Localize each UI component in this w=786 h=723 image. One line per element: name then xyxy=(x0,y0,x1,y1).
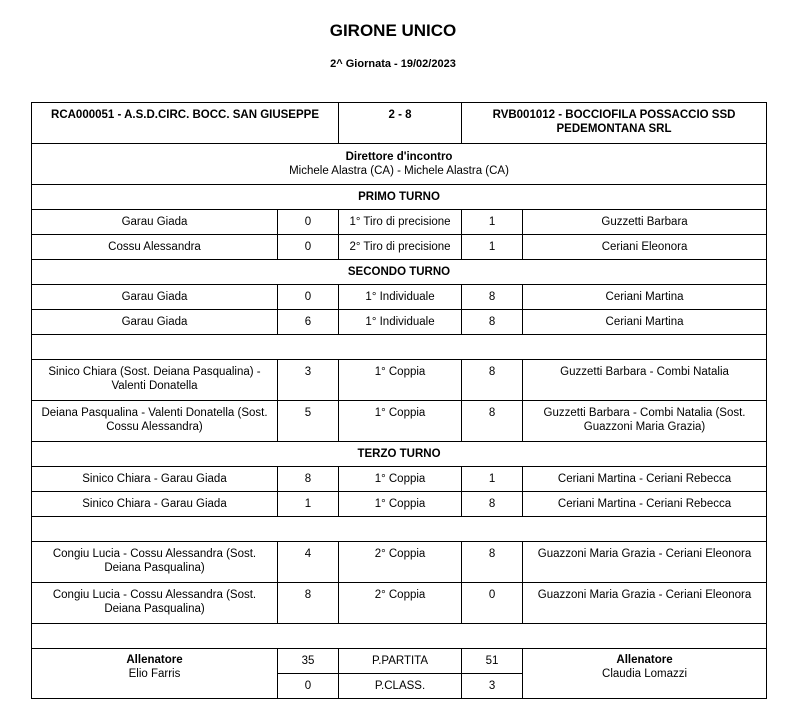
game-type: 1° Tiro di precisione xyxy=(339,210,462,235)
table-row xyxy=(32,583,767,624)
home-player: Garau Giada xyxy=(32,210,278,235)
table-row xyxy=(32,235,767,260)
away-score: 1 xyxy=(462,235,523,260)
table-row xyxy=(32,310,767,335)
section-title-terzo: TERZO TURNO xyxy=(32,442,767,467)
away-score: 1 xyxy=(462,210,523,235)
game-type: 1° Coppia xyxy=(339,401,462,442)
away-player: Guzzetti Barbara xyxy=(523,210,767,235)
table-row xyxy=(32,467,767,492)
empty-cell xyxy=(32,335,767,360)
away-team-name: RVB001012 - BOCCIOFILA POSSACCIO SSD PEDEMONTANA SRL xyxy=(462,103,767,144)
home-player: Congiu Lucia - Cossu Alessandra (Sost. Deiana Pasqualina) xyxy=(32,542,278,583)
table-row xyxy=(32,360,767,401)
match-report-table xyxy=(31,102,767,699)
home-score: 6 xyxy=(278,310,339,335)
home-player: Garau Giada xyxy=(32,285,278,310)
home-coach-label: Allenatore xyxy=(126,654,183,666)
table-row xyxy=(32,542,767,583)
section-row xyxy=(32,185,767,210)
footer-row-partita xyxy=(32,649,767,674)
home-score: 0 xyxy=(278,285,339,310)
home-score: 5 xyxy=(278,401,339,442)
match-points-label: P.PARTITA xyxy=(339,649,462,674)
director-row xyxy=(32,144,767,185)
home-player: Garau Giada xyxy=(32,310,278,335)
game-type: 1° Individuale xyxy=(339,310,462,335)
empty-cell xyxy=(32,624,767,649)
home-player: Cossu Alessandra xyxy=(32,235,278,260)
home-class-points: 0 xyxy=(278,674,339,699)
away-score: 0 xyxy=(462,583,523,624)
director-label: Direttore d'incontro xyxy=(345,151,453,163)
away-score: 8 xyxy=(462,492,523,517)
game-type: 1° Individuale xyxy=(339,285,462,310)
home-player: Deiana Pasqualina - Valenti Donatella (Sost. Cossu Alessandra) xyxy=(32,401,278,442)
away-score: 8 xyxy=(462,542,523,583)
away-match-points: 51 xyxy=(462,649,523,674)
home-score: 3 xyxy=(278,360,339,401)
spacer-row xyxy=(32,517,767,542)
empty-cell xyxy=(32,517,767,542)
home-score: 8 xyxy=(278,583,339,624)
away-player: Ceriani Eleonora xyxy=(523,235,767,260)
table-row xyxy=(32,401,767,442)
home-score: 4 xyxy=(278,542,339,583)
home-coach-cell xyxy=(32,649,278,699)
away-player: Guazzoni Maria Grazia - Ceriani Eleonora xyxy=(523,583,767,624)
home-score: 1 xyxy=(278,492,339,517)
home-player: Sinico Chiara - Garau Giada xyxy=(32,492,278,517)
away-player: Guzzetti Barbara - Combi Natalia xyxy=(523,360,767,401)
director-cell xyxy=(32,144,767,185)
home-score: 8 xyxy=(278,467,339,492)
away-player: Guzzetti Barbara - Combi Natalia (Sost. Guazzoni Maria Grazia) xyxy=(523,401,767,442)
home-coach-name: Elio Farris xyxy=(128,668,181,680)
away-coach-cell xyxy=(523,649,767,699)
teams-header-row xyxy=(32,103,767,144)
class-points-label: P.CLASS. xyxy=(339,674,462,699)
section-row xyxy=(32,442,767,467)
home-score: 0 xyxy=(278,235,339,260)
home-player: Congiu Lucia - Cossu Alessandra (Sost. Deiana Pasqualina) xyxy=(32,583,278,624)
away-class-points: 3 xyxy=(462,674,523,699)
director-names: Michele Alastra (CA) - Michele Alastra (CA) xyxy=(289,165,509,177)
away-score: 8 xyxy=(462,401,523,442)
home-team-name: RCA000051 - A.S.D.CIRC. BOCC. SAN GIUSEPPE xyxy=(32,103,339,144)
away-player: Ceriani Martina - Ceriani Rebecca xyxy=(523,492,767,517)
match-score: 2 - 8 xyxy=(339,103,462,144)
game-type: 1° Coppia xyxy=(339,360,462,401)
away-coach-label: Allenatore xyxy=(616,654,673,666)
away-player: Ceriani Martina xyxy=(523,310,767,335)
away-score: 8 xyxy=(462,285,523,310)
section-title-secondo: SECONDO TURNO xyxy=(32,260,767,285)
away-player: Ceriani Martina xyxy=(523,285,767,310)
away-score: 8 xyxy=(462,360,523,401)
game-type: 1° Coppia xyxy=(339,492,462,517)
game-type: 1° Coppia xyxy=(339,467,462,492)
spacer-row xyxy=(32,335,767,360)
match-day-subtitle: 2^ Giornata - 19/02/2023 xyxy=(330,58,456,70)
spacer-row xyxy=(32,624,767,649)
table-row xyxy=(32,492,767,517)
home-player: Sinico Chiara - Garau Giada xyxy=(32,467,278,492)
home-player: Sinico Chiara (Sost. Deiana Pasqualina) - Valenti Donatella xyxy=(32,360,278,401)
away-coach-name: Claudia Lomazzi xyxy=(602,668,688,680)
home-match-points: 35 xyxy=(278,649,339,674)
away-player: Ceriani Martina - Ceriani Rebecca xyxy=(523,467,767,492)
table-row xyxy=(32,210,767,235)
away-score: 8 xyxy=(462,310,523,335)
game-type: 2° Tiro di precisione xyxy=(339,235,462,260)
away-score: 1 xyxy=(462,467,523,492)
section-row xyxy=(32,260,767,285)
game-type: 2° Coppia xyxy=(339,583,462,624)
page-title: GIRONE UNICO xyxy=(329,21,457,40)
section-title-primo: PRIMO TURNO xyxy=(32,185,767,210)
away-player: Guazzoni Maria Grazia - Ceriani Eleonora xyxy=(523,542,767,583)
table-row xyxy=(32,285,767,310)
game-type: 2° Coppia xyxy=(339,542,462,583)
home-score: 0 xyxy=(278,210,339,235)
